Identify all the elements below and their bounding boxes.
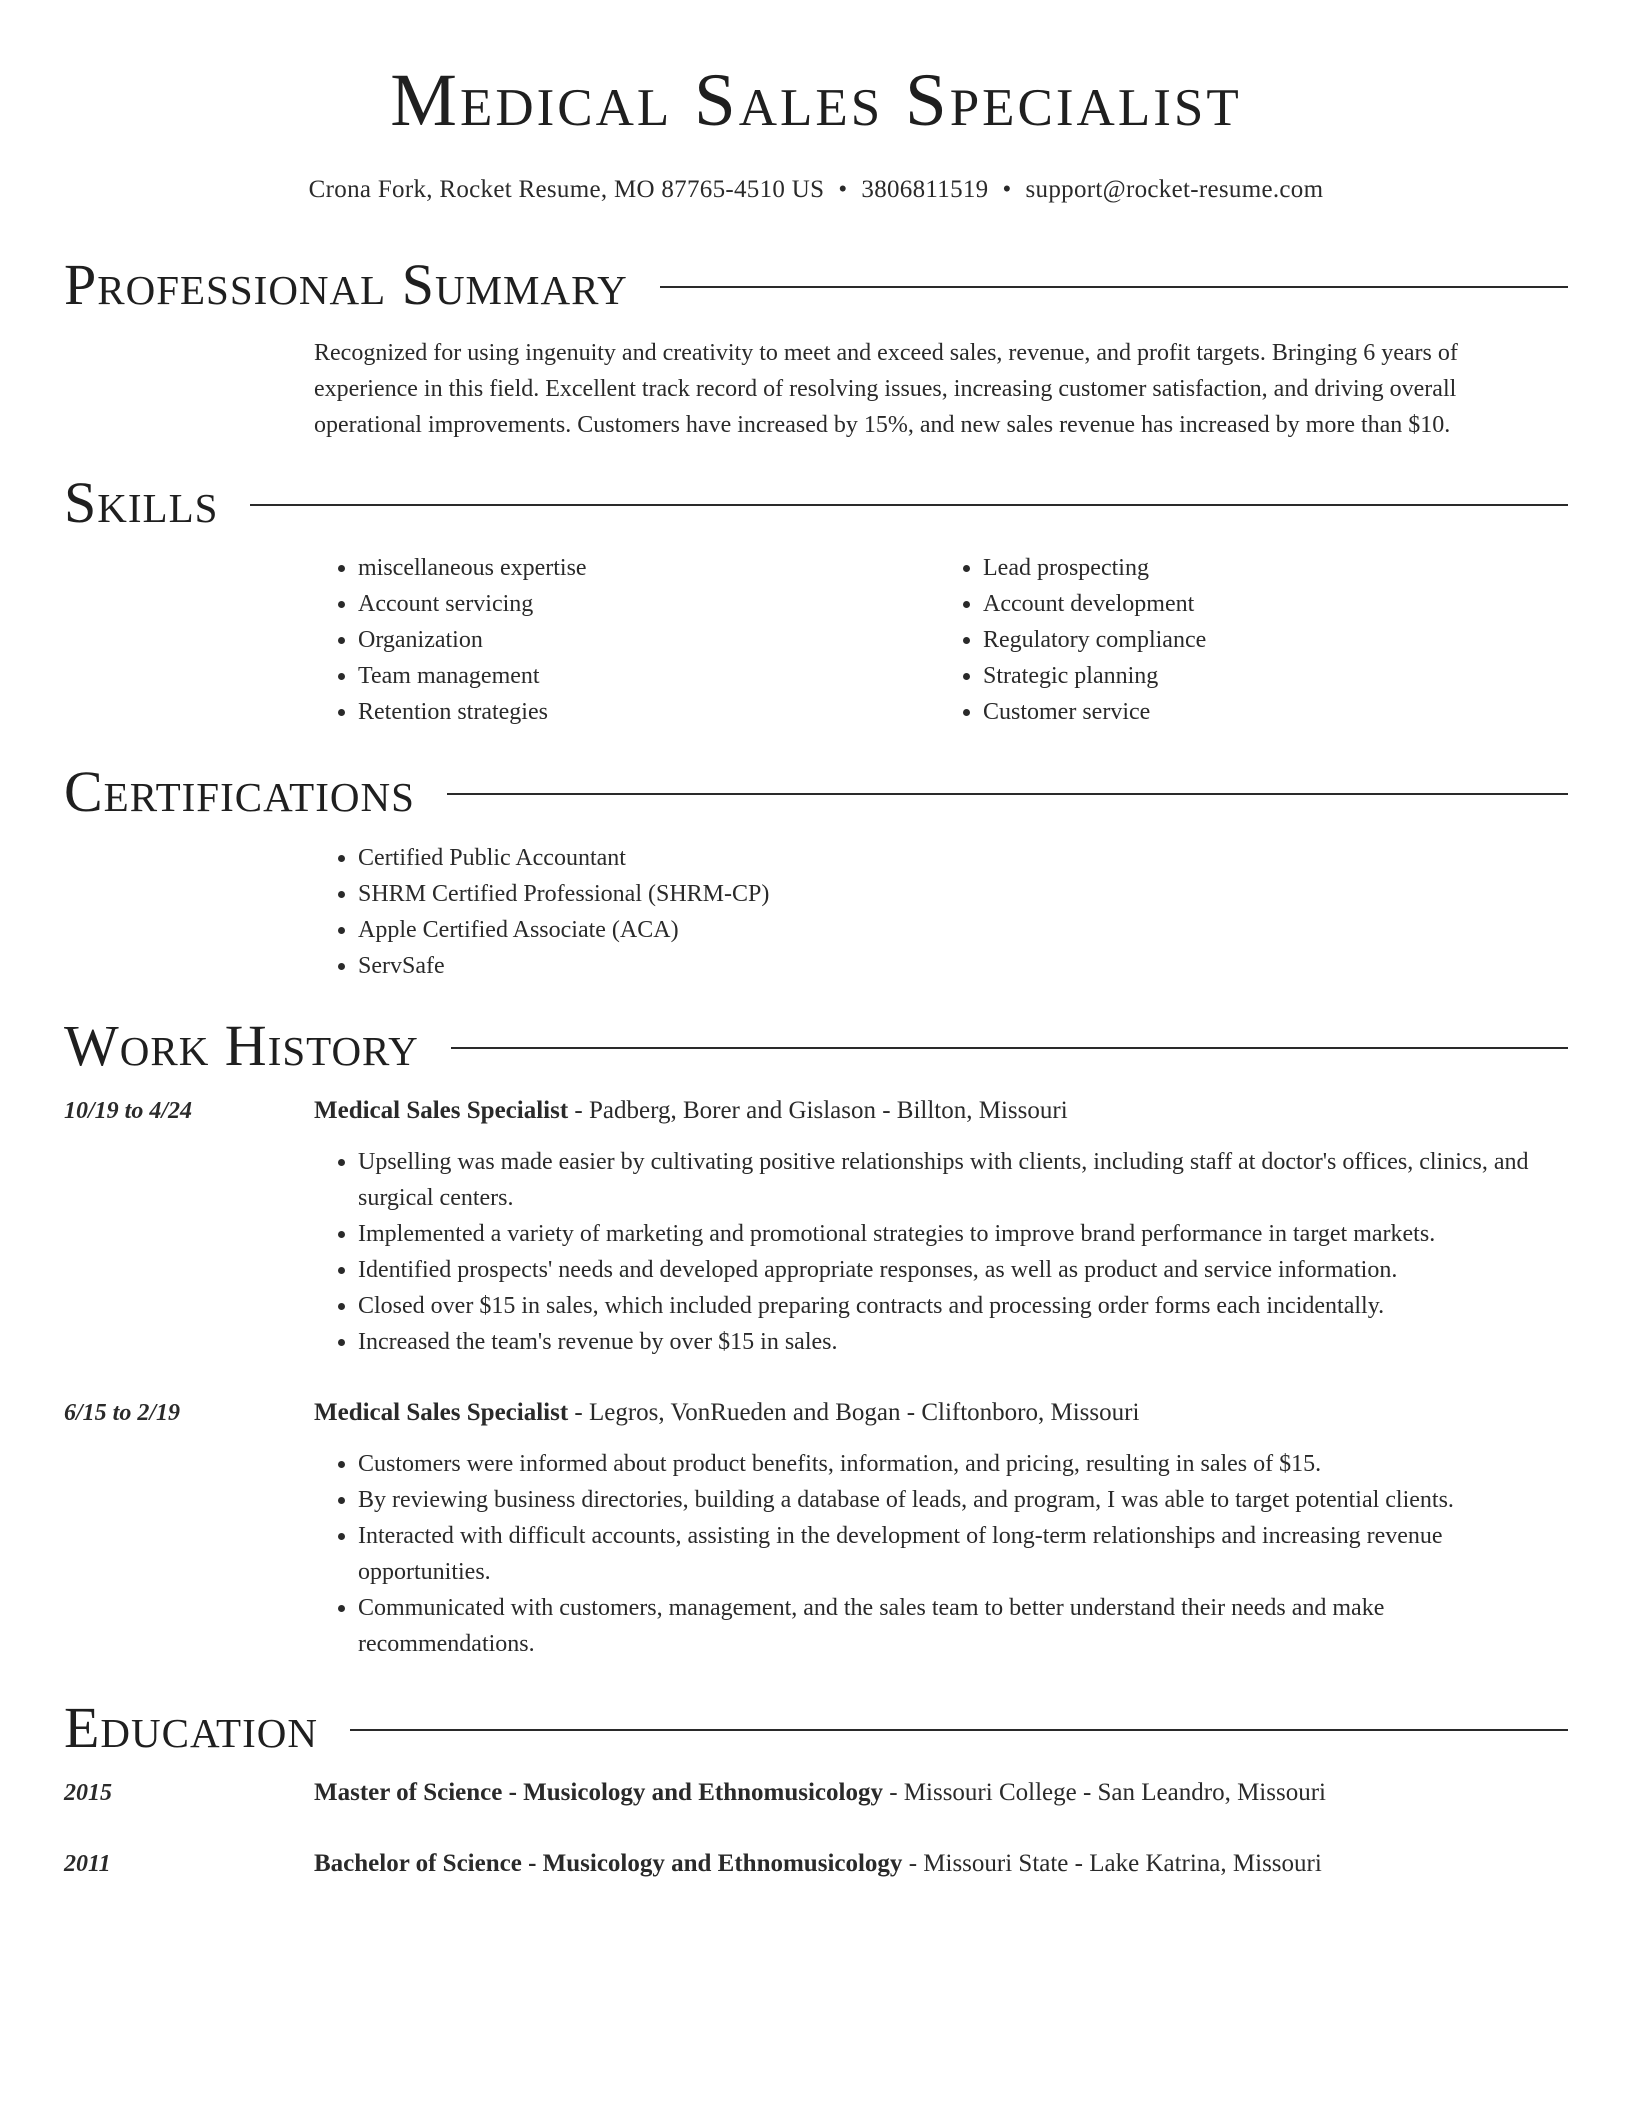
job-entry bbox=[314, 1395, 1564, 1662]
education-line bbox=[314, 1775, 1564, 1811]
job-entry bbox=[314, 1093, 1564, 1360]
job-bullet: • Customers were informed about product benefits, information, and pricing, resulting in sales of $15. bbox=[358, 1446, 1564, 1482]
section-divider bbox=[250, 504, 1568, 506]
section-divider bbox=[451, 1047, 1568, 1049]
summary-heading: Professional Summary bbox=[64, 252, 628, 317]
job-bullet: • Increased the team's revenue by over $15 in sales. bbox=[358, 1324, 1564, 1360]
work-heading: Work History bbox=[64, 1013, 419, 1078]
certifications-list bbox=[314, 840, 1564, 984]
skills-column-right bbox=[939, 550, 1564, 730]
education-section-header bbox=[64, 1695, 1568, 1760]
contact-address: Crona Fork, Rocket Resume, MO 87765-4510 US bbox=[308, 176, 825, 203]
education-year: 2015 bbox=[64, 1780, 112, 1806]
summary-section-header bbox=[64, 252, 1568, 317]
certification-item: • ServSafe bbox=[358, 948, 1564, 984]
job-bullet: • Implemented a variety of marketing and promotional strategies to improve brand performance in target markets. bbox=[358, 1216, 1564, 1252]
contact-separator: • bbox=[838, 176, 848, 203]
contact-line bbox=[0, 175, 1632, 205]
skill-item: • Account development bbox=[983, 586, 1564, 622]
certifications-section-header bbox=[64, 759, 1568, 824]
job-bullet: • Identified prospects' needs and developed appropriate responses, as well as product and service information. bbox=[358, 1252, 1564, 1288]
certification-item: • Certified Public Accountant bbox=[358, 840, 1564, 876]
skill-item: • Team management bbox=[358, 658, 939, 694]
work-section-header bbox=[64, 1013, 1568, 1078]
skill-item: • Lead prospecting bbox=[983, 550, 1564, 586]
skills-section-header bbox=[64, 470, 1568, 535]
education-line bbox=[314, 1846, 1564, 1882]
skill-item: • Account servicing bbox=[358, 586, 939, 622]
education-year: 2011 bbox=[64, 1851, 111, 1877]
skill-item: • Customer service bbox=[983, 694, 1564, 730]
job-dates: 10/19 to 4/24 bbox=[64, 1098, 193, 1124]
job-employer: - Legros, VonRueden and Bogan - Cliftonboro, Missouri bbox=[568, 1399, 1140, 1426]
job-bullets bbox=[314, 1446, 1564, 1662]
job-title-line bbox=[314, 1093, 1564, 1129]
education-heading: Education bbox=[64, 1695, 318, 1760]
skill-item: • Strategic planning bbox=[983, 658, 1564, 694]
education-school: - Missouri College - San Leandro, Missouri bbox=[882, 1779, 1326, 1806]
education-entry bbox=[314, 1846, 1564, 1882]
job-title-line bbox=[314, 1395, 1564, 1431]
skill-item: • miscellaneous expertise bbox=[358, 550, 939, 586]
section-divider bbox=[660, 286, 1568, 288]
skills-heading: Skills bbox=[64, 470, 219, 535]
education-degree: Bachelor of Science - Musicology and Ethnomusicology bbox=[314, 1850, 903, 1877]
job-bullet: • By reviewing business directories, building a database of leads, and program, I was able to target potential clients. bbox=[358, 1482, 1564, 1518]
section-divider bbox=[350, 1729, 1568, 1731]
contact-separator: • bbox=[1002, 176, 1012, 203]
certifications-heading: Certifications bbox=[64, 759, 415, 824]
skills-column-left bbox=[314, 550, 939, 730]
summary-text: Recognized for using ingenuity and creativity to meet and exceed sales, revenue, and profit targets. Bringing 6 years of experience in this field. Excellent track record of resolving issues, increasing customer satisfaction, and driving overall operational improvements. Customers have increased by 15%, and new sales revenue has increased by more than $10. bbox=[314, 340, 1458, 438]
job-title: Medical Sales Specialist bbox=[314, 1097, 569, 1124]
contact-email: support@rocket-resume.com bbox=[1025, 176, 1324, 203]
education-entry bbox=[314, 1775, 1564, 1811]
skill-item: • Regulatory compliance bbox=[983, 622, 1564, 658]
job-bullet: • Closed over $15 in sales, which included preparing contracts and processing order forms each incidentally. bbox=[358, 1288, 1564, 1324]
education-degree: Master of Science - Musicology and Ethnomusicology bbox=[314, 1779, 883, 1806]
job-bullets bbox=[314, 1144, 1564, 1360]
section-divider bbox=[447, 793, 1568, 795]
certification-item: • SHRM Certified Professional (SHRM-CP) bbox=[358, 876, 1564, 912]
job-dates: 6/15 to 2/19 bbox=[64, 1400, 181, 1426]
job-bullet: • Interacted with difficult accounts, assisting in the development of long-term relationships and increasing revenue opportunities. bbox=[358, 1518, 1564, 1590]
job-title: Medical Sales Specialist bbox=[314, 1399, 569, 1426]
skill-item: • Organization bbox=[358, 622, 939, 658]
job-employer: - Padberg, Borer and Gislason - Billton, Missouri bbox=[568, 1097, 1068, 1124]
skill-item: • Retention strategies bbox=[358, 694, 939, 730]
skills-list bbox=[314, 550, 1564, 730]
certification-item: • Apple Certified Associate (ACA) bbox=[358, 912, 1564, 948]
resume-title: Medical Sales Specialist bbox=[390, 59, 1242, 142]
contact-phone: 3806811519 bbox=[861, 176, 989, 203]
education-school: - Missouri State - Lake Katrina, Missouri bbox=[902, 1850, 1322, 1877]
job-bullet: • Upselling was made easier by cultivating positive relationships with clients, including staff at doctor's offices, clinics, and surgical centers. bbox=[358, 1144, 1564, 1216]
job-bullet: • Communicated with customers, management, and the sales team to better understand their needs and make recommendations. bbox=[358, 1590, 1564, 1662]
